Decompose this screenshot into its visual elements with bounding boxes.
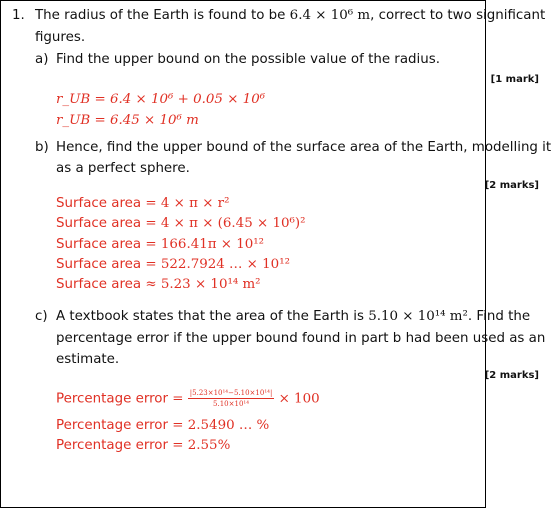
part-b-work-line4: Surface area = 522.7924 … × 10¹²	[56, 257, 290, 272]
part-a-question: Find the upper bound on the possible value of the radius.	[56, 52, 440, 67]
part-b-question-line2: as a perfect sphere.	[56, 161, 190, 176]
part-a-work-line2: r_UB = 6.45 × 10⁶ m	[56, 113, 199, 128]
percentage-error-fraction: $\frac{\text{|5.23×10¹⁴−5.10×10¹⁴|}}{\text{5.10×10¹⁴}}$	[189, 389, 273, 408]
textbook-area-value: 5.10 × 10¹⁴ m²	[368, 309, 468, 324]
part-b-label: b)	[35, 140, 49, 155]
part-c-question-line3: estimate.	[56, 352, 120, 367]
part-c-work-line3: Percentage error = 2.55%	[56, 438, 231, 453]
question-number: 1.	[12, 8, 25, 23]
part-a-work-line1: r_UB = 6.4 × 10⁶ + 0.05 × 10⁶	[56, 92, 266, 107]
question-stem-line1: The radius of the Earth is found to be 6.4 × 10⁶ m, correct to two significant	[35, 8, 546, 23]
part-b-marks: [2 marks]	[484, 180, 539, 191]
part-b-work-line1: Surface area = 4 × π × r²	[56, 196, 230, 211]
part-c-question-line2: percentage error if the upper bound found in part b had been used as an	[56, 331, 546, 346]
question-stem-line2: figures.	[35, 30, 86, 45]
part-a-label: a)	[35, 52, 49, 67]
earth-radius-value: 6.4 × 10⁶ m	[289, 8, 371, 23]
part-b-work-line2: Surface area = 4 × π × (6.45 × 10⁶)²	[56, 216, 306, 231]
part-b-work-line5: Surface area ≈ 5.23 × 10¹⁴ m²	[56, 277, 261, 292]
part-b-work-line3: Surface area = 166.41π × 10¹²	[56, 237, 265, 252]
part-c-marks: [2 marks]	[484, 370, 539, 381]
part-c-label: c)	[35, 309, 48, 324]
part-a-marks: [1 mark]	[490, 74, 539, 85]
part-c-question-line1: A textbook states that the area of the Earth is 5.10 × 10¹⁴ m². Find the	[56, 309, 531, 324]
part-c-work-line2: Percentage error = 2.5490 … %	[56, 418, 270, 433]
part-c-work-line1: Percentage error = $\frac{\text{|5.23×10¹⁴−5.10×10¹⁴|}}{\text{5.10×10¹⁴}}$ × 100	[56, 389, 320, 408]
part-b-question-line1: Hence, find the upper bound of the surface area of the Earth, modelling it	[56, 140, 551, 155]
